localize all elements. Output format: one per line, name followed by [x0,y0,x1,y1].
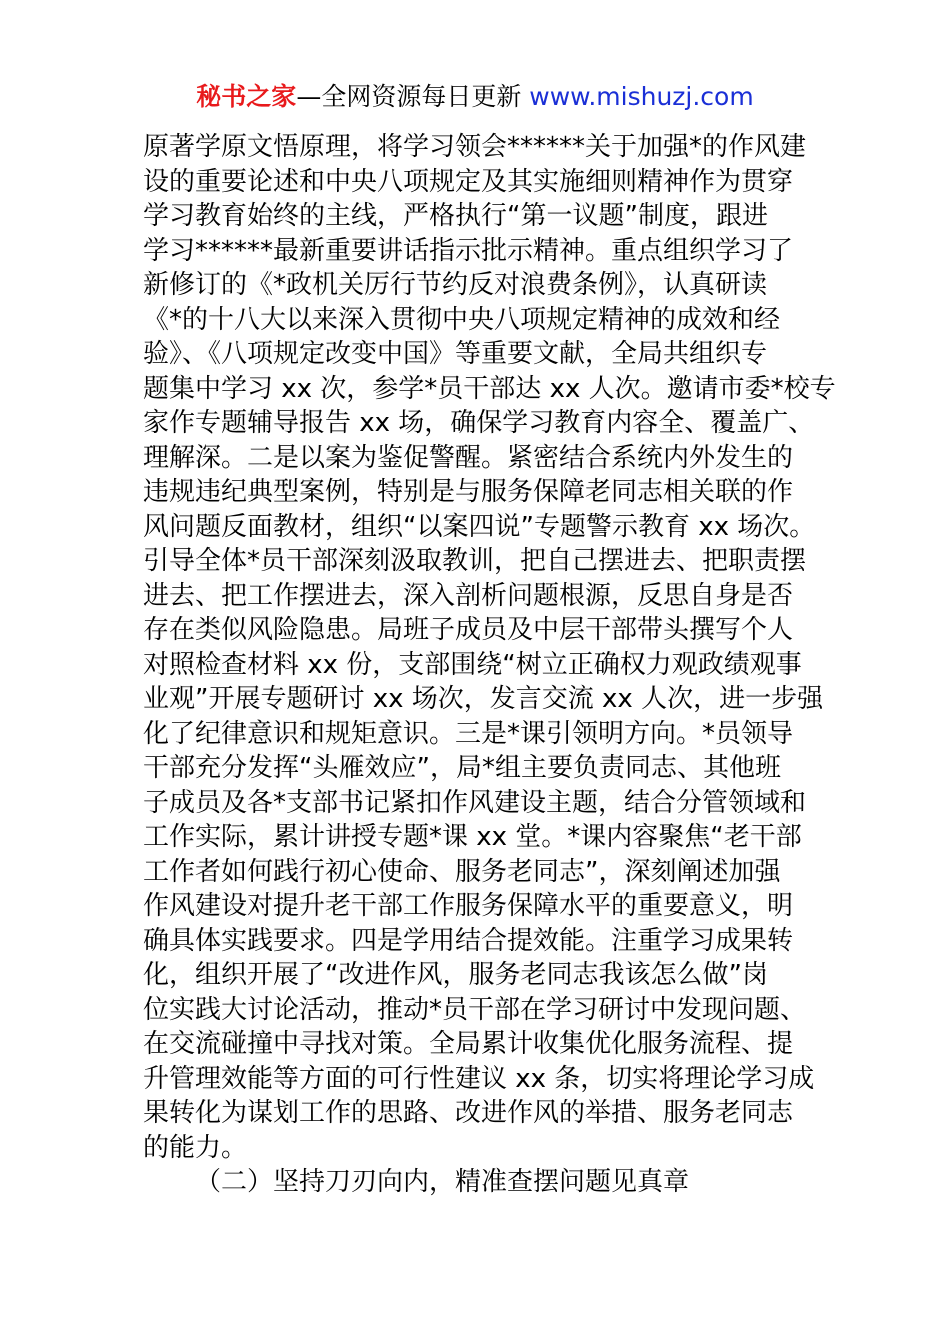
site-header [0,80,950,114]
site-url[interactable]: www.mishuzj.com [529,82,754,111]
paragraph-line: 《*的十八大以来深入贯彻中央八项规定精神的成效和经 [143,304,781,335]
paragraph-line: 对照检查材料 xx 份，支部围绕“树立正确权力观政绩观事 [143,649,802,680]
paragraph-line: 引导全体*员干部深刻汲取教训，把自己摆进去、把职责摆 [143,546,807,576]
paragraph-line: 作风建设对提升老干部工作服务保障水平的重要意义，明 [143,891,794,921]
paragraph-line: 进去、把工作摆进去，深入剖析问题根源，反思自身是否 [143,580,794,611]
paragraph-line: 干部充分发挥“头雁效应”，局*组主要负责同志、其他班 [143,753,781,783]
paragraph-line: 学习******最新重要讲话指示批示精神。重点组织学习了 [143,235,794,266]
document-body [143,130,836,1200]
paragraph-line: 设的重要论述和中央八项规定及其实施细则精神作为贯穿 [143,166,794,197]
paragraph-line: 验》、《八项规定改变中国》等重要文献，全局共组织专 [143,339,768,369]
paragraph-line: 新修订的《*政机关厉行节约反对浪费条例》，认真研读 [143,270,768,300]
paragraph-line: 家作专题辅导报告 xx 场，确保学习教育内容全、覆盖广、 [143,408,815,438]
paragraph-line: 在交流碰撞中寻找对策。全局累计收集优化服务流程、提 [143,1029,794,1059]
paragraph-line: 化，组织开展了“改进作风，服务老同志我该怎么做”岗 [143,960,768,990]
paragraph-line: 存在类似风险隐患。局班子成员及中层干部带头撰写个人 [143,615,794,645]
paragraph-line: 位实践大讨论活动，推动*员干部在学习研讨中发现问题、 [143,994,807,1025]
paragraph-line: 的能力。 [143,1132,248,1163]
paragraph-line: 学习教育始终的主线，严格执行“第一议题”制度，跟进 [143,201,768,231]
brand-name: 秘书之家 [196,82,297,111]
paragraph-line: 风问题反面教材，组织“以案四说”专题警示教育 xx 场次。 [143,511,816,542]
paragraph-line: 工作实际，累计讲授专题*课 xx 堂。*课内容聚焦“老干部 [143,822,802,852]
section-heading: （二）坚持刀刃向内，精准查摆问题见真章 [195,1167,690,1197]
paragraph-line: 原著学原文悟原理，将学习领会******关于加强*的作风建 [143,132,807,162]
paragraph-line: 升管理效能等方面的可行性建议 xx 条，切实将理论学习成 [143,1063,815,1094]
paragraph-line: 子成员及各*支部书记紧扣作风建设主题，结合分管领域和 [143,787,807,818]
paragraph-line: 果转化为谋划工作的思路、改进作风的举措、服务老同志 [143,1098,794,1128]
paragraph-line: 业观”开展专题研讨 xx 场次，发言交流 xx 人次，进一步强 [143,684,824,714]
paragraph-line: 工作者如何践行初心使命、服务老同志”，深刻阐述加强 [143,856,781,887]
header-tagline: —全网资源每日更新 [296,82,522,111]
paragraph-line: 确具体实践要求。四是学用结合提效能。注重学习成果转 [143,925,794,956]
paragraph-line: 题集中学习 xx 次，参学*员干部达 xx 人次。邀请市委*校专 [143,373,836,404]
paragraph-line: 违规违纪典型案例，特别是与服务保障老同志相关联的作 [143,477,794,507]
paragraph-line: 化了纪律意识和规矩意识。三是*课引领明方向。*员领导 [143,718,794,749]
paragraph-line: 理解深。二是以案为鉴促警醒。紧密结合系统内外发生的 [143,442,794,473]
